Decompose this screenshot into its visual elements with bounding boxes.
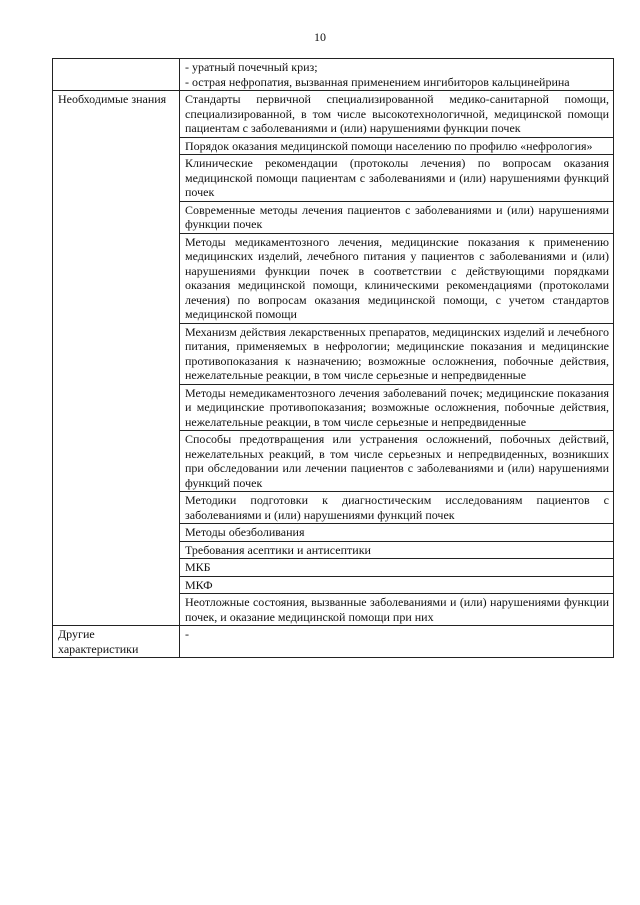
knowledge-item: Современные методы лечения пациентов с заболеваниями и (или) нарушениями функции почек [180, 201, 614, 233]
other-label: Другие характеристики [53, 626, 180, 658]
other-value: - [180, 626, 614, 658]
knowledge-item: Методы немедикаментозного лечения заболеваний почек; медицинские показания и медицинские противопоказания; возможные осложнения, побочные действия, нежелательные реакции, в том числе серьезные и непредвиденные [180, 384, 614, 431]
qualification-table [52, 58, 614, 658]
knowledge-item: МКБ [180, 559, 614, 577]
knowledge-item: Методики подготовки к диагностическим исследованиям пациентов с заболеваниями и (или) нарушениями функций почек [180, 492, 614, 524]
knowledge-item: Порядок оказания медицинской помощи населению по профилю «нефрология» [180, 137, 614, 155]
knowledge-item: Клинические рекомендации (протоколы лечения) по вопросам оказания медицинской помощи пациентам с заболеваниями и (или) нарушениями функций почек [180, 155, 614, 202]
page-number: 10 [314, 30, 326, 44]
knowledge-item: МКФ [180, 576, 614, 594]
continuation-cell [180, 59, 614, 91]
knowledge-label: Необходимые знания [53, 91, 180, 626]
knowledge-item: Неотложные состояния, вызванные заболеваниями и (или) нарушениями функции почек, и оказание медицинской помощи при них [180, 594, 614, 626]
knowledge-item: Методы медикаментозного лечения, медицинские показания к применению медицинских изделий, лечебного питания у пациентов с заболеваниями и (или) нарушениями функции почек в соответствии с действующими порядками оказания медицинской помощи, клиническими рекомендациями (протоколами лечения) по вопросам оказания медицинской помощи, с учетом стандартов медицинской помощи [180, 233, 614, 323]
knowledge-item: Требования асептики и антисептики [180, 541, 614, 559]
knowledge-item: Механизм действия лекарственных препаратов, медицинских изделий и лечебного питания, применяемых в нефрологии; медицинские показания и медицинские противопоказания к назначению; возможные осложнения, побочные действия, нежелательные реакции, в том числе серьезные и непредвиденные [180, 323, 614, 384]
table-row-continuation [53, 59, 614, 91]
table-cell-empty-label [53, 59, 180, 91]
knowledge-item: Методы обезболивания [180, 524, 614, 542]
list-item: - острая нефропатия, вызванная применением ингибиторов кальцинейрина [185, 74, 570, 89]
table-row-other [53, 626, 614, 658]
list-item: - уратный почечный криз; [185, 60, 318, 74]
table-row-knowledge [53, 91, 614, 138]
knowledge-item: Способы предотвращения или устранения осложнений, побочных действий, нежелательных реакций, в том числе серьезных и непредвиденных, возникших при обследовании или лечении пациентов с заболеваниями и (или) нарушениями функций почек [180, 431, 614, 492]
knowledge-item: Стандарты первичной специализированной медико-санитарной помощи, специализированной, в том числе высокотехнологичной, медицинской помощи пациентам с заболеваниями и (или) нарушениями функции почек [180, 91, 614, 138]
